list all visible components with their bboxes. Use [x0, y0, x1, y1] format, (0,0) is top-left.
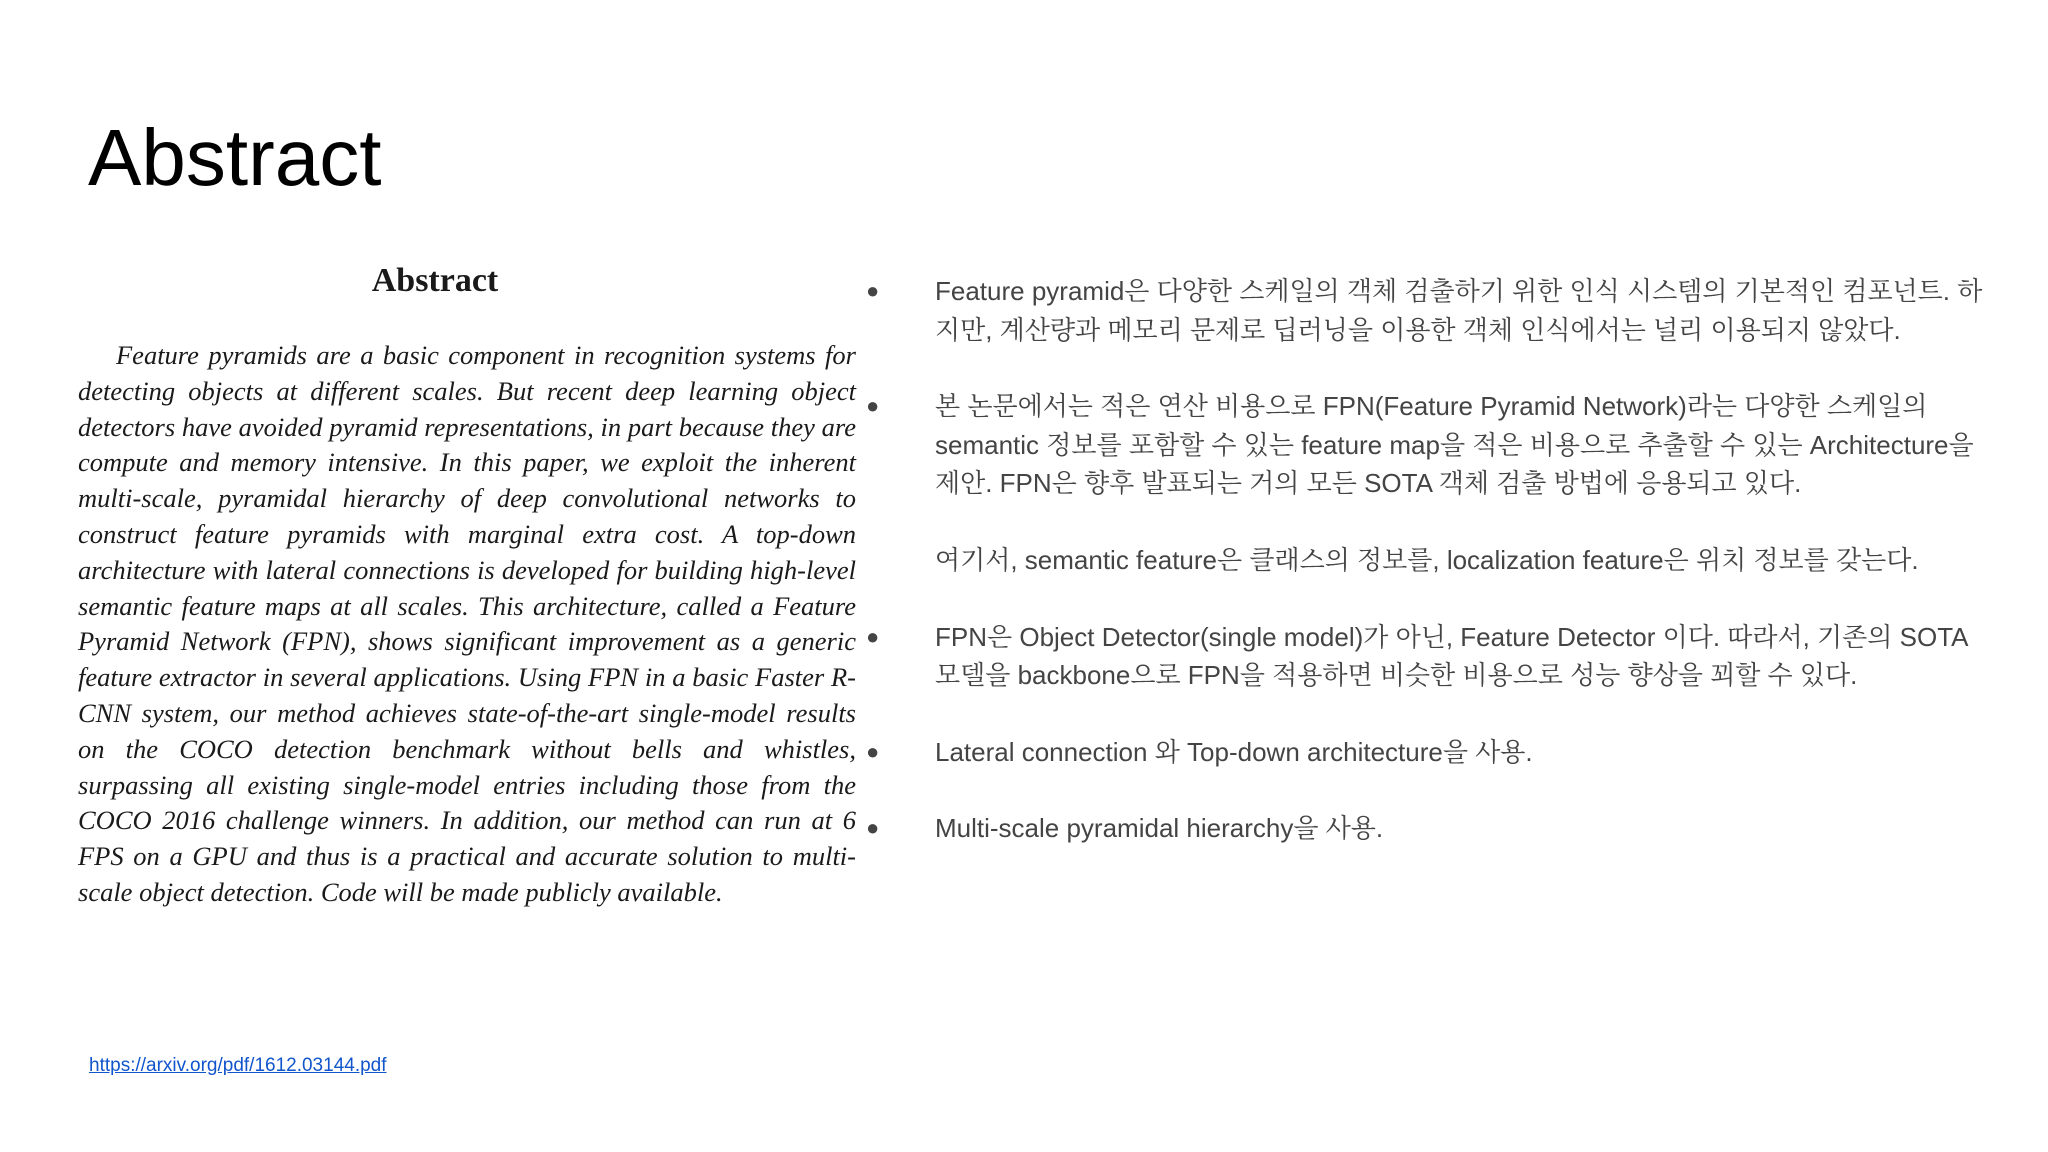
bullet-item-2 [866, 387, 1996, 580]
bullet-item-4 [866, 733, 1996, 772]
bullet-subtext: 여기서, semantic feature은 클래스의 정보를, localization feature은 위치 정보를 갖는다. [935, 545, 1919, 575]
bullet-dot-icon: ● [866, 738, 880, 764]
bullet-dot-icon: ● [866, 393, 880, 418]
bullet-text: Feature pyramid은 다양한 스케일의 객체 검출하기 위한 인식 시스템의 기본적인 컴포넌트. 하지만, 계산량과 메모리 문제로 딥러닝을 이용한 객체 인식에서는 널리 이용되지 않았다. [935, 276, 1983, 345]
bullet-item-3 [866, 618, 1996, 695]
bullet-dot-icon: ● [866, 623, 880, 649]
bullet-dot-icon: ● [866, 278, 880, 303]
bullet-item-1 [866, 272, 1996, 349]
paper-abstract-heading: Abstract [371, 262, 499, 299]
bullet-text: FPN은 Object Detector(single model)가 아닌, Feature Detector 이다. 따라서, 기존의 SOTA 모델을 backbone으로 FPN을 적용하면 비슷한 비용으로 성능 향상을 꾀할 수 있다. [935, 621, 1968, 690]
paper-abstract-body: Feature pyramids are a basic component in recognition systems for detecting objects at different scales. But recent deep learning object detectors have avoided pyramid representations, in part because they are compute and memory intensive. In this paper, we exploit the inherent multi-scale, pyramidal hierarchy of deep convolutional networks to construct feature pyramids with marginal extra cost. A top-down architecture with lateral connections is developed for building high-level semantic feature maps at all scales. This architecture, called a Feature Pyramid Network (FPN), shows significant improvement as a generic feature extractor in several applications. Using FPN in a basic Faster R-CNN system, our method achieves state-of-the-art single-model results on the COCO detection benchmark without bells and whistles, surpassing all existing single-model entries including those from the COCO 2016 challenge winners. In addition, our method can run at 6 FPS on a GPU and thus is a practical and accurate solution to multi-scale object detection. Code will be made publicly available. [78, 340, 856, 907]
summary-bullet-list [866, 272, 1996, 886]
bullet-text: Lateral connection 와 Top-down architecture을 사용. [935, 736, 1533, 767]
paper-abstract-image [70, 252, 856, 1032]
bullet-dot-icon: ● [866, 815, 880, 840]
bullet-item-5 [866, 809, 1996, 848]
slide-title: Abstract [88, 113, 382, 202]
bullet-text: 본 논문에서는 적은 연산 비용으로 FPN(Feature Pyramid Network)라는 다양한 스케일의 semantic 정보를 포함할 수 있는 feature map을 적은 비용으로 추출할 수 있는 Architecture을 제안. FPN은 향후 발표되는 거의 모든 SOTA 객체 검출 방법에 응용되고 있다. [935, 391, 1974, 498]
source-link[interactable]: https://arxiv.org/pdf/1612.03144.pdf [89, 1055, 387, 1076]
bullet-text: Multi-scale pyramidal hierarchy을 사용. [935, 813, 1384, 843]
